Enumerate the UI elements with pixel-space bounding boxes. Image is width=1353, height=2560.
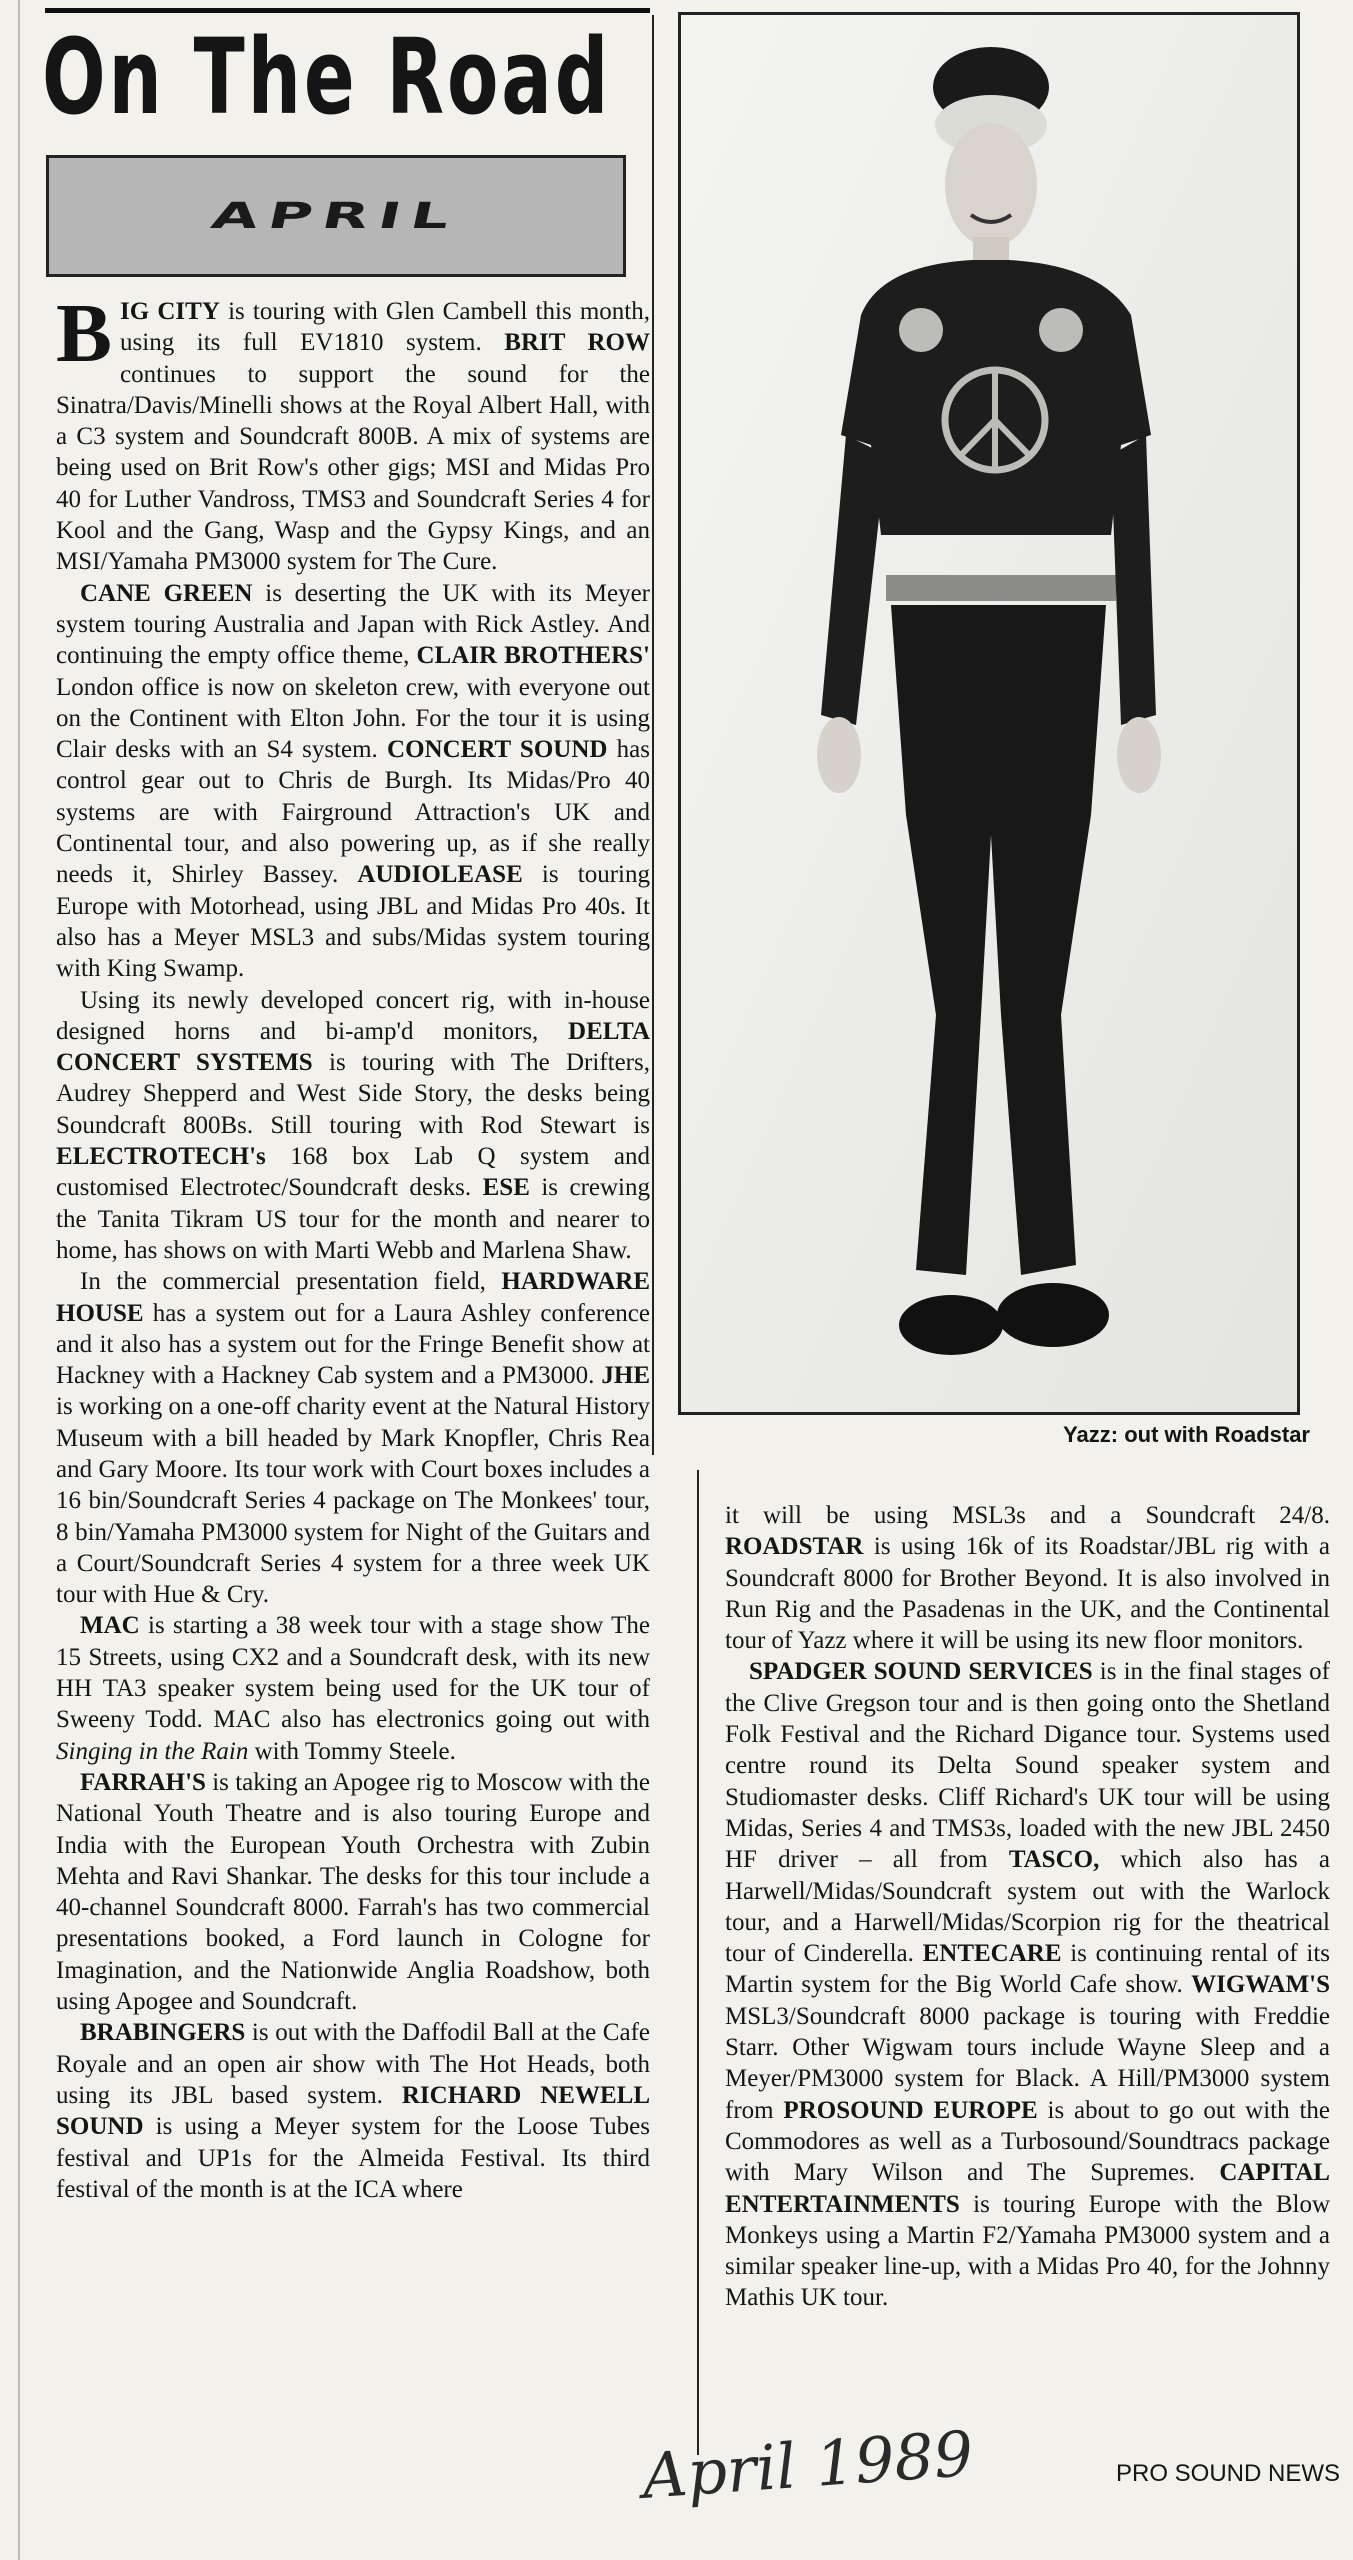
text-run: MSL3/Soundcraft 8000 package is touring with Freddie Starr. Other Wigwam tours include Wayne Sleep and a Meyer/PM3000 system for Black. A Hill/PM3000 system from (725, 2002, 1330, 2124)
column-divider-lower (697, 1470, 699, 2455)
article-column-right (725, 1500, 1330, 2314)
text-run: is taking an Apogee rig to Moscow with the National Youth Theatre and is also touring Europe and India with the European Youth Orchestra with Zubin Mehta and Ravi Shankar. The desks for this tour include a 40-channel Soundcraft 8000. Farrah's has two commercial presentations booked, a Ford launch in Cologne for Imagination, and the Nationwide Anglia Roadshow, both using Apogee and Soundcraft. (56, 1768, 650, 2016)
handwritten-date: April 1989 (640, 2416, 976, 2513)
company-name: ROADSTAR (725, 1533, 864, 1561)
text-run: continues to support the sound for the Sinatra/Davis/Minelli shows at the Royal Albert Hall, with a C3 system and Soundcraft 800B. A mix of systems are being used on Brit Row's other gigs; MSI and Midas Pro 40 for Luther Vandross, TMS3 and Soundcraft Series 4 for Kool and the Gang, Wasp and the Gypsy Kings, and an MSI/Yamaha PM3000 system for The Cure. (56, 360, 650, 576)
text-run: is about to go out with the Commodores as well as a Turbosound/Soundtracs package with Mary Wilson and The Supremes. (725, 2096, 1330, 2187)
text-run: London office is now on skeleton crew, with everyone out on the Continent with Elton John. For the tour it is using Clair desks with an S4 system. (56, 673, 650, 764)
company-name: CANE GREEN (80, 579, 253, 607)
text-run: is in the final stages of the Clive Gregson tour and is then going onto the Shetland Folk Festival and the Richard Digance tour. Systems used centre round its Delta Sound speaker system and Studiomaster desks. Cliff Richard's UK tour will be using Midas, Series 4 and TMS3s, loaded with the new JBL 2450 HF driver – all from (725, 1658, 1330, 1874)
company-name: MAC (80, 1612, 140, 1640)
company-name: WIGWAM'S (1191, 1971, 1330, 1999)
text-run: Using its newly developed concert rig, with in-house designed horns and bi-amp'd monitors, (56, 986, 650, 1045)
text-run: has control gear out to Chris de Burgh. Its Midas/Pro 40 systems are with Fairground Attraction's UK and Continental tour, and also powering up, as if she really needs it, Shirley Bassey. (56, 736, 651, 889)
company-name: CLAIR BROTHERS' (416, 642, 650, 670)
figure-photo (681, 15, 1297, 1412)
text-run: is out with the Daffodil Ball at the Cafe Royale and an open air show with The Hot Heads, both using its JBL based system. (56, 2019, 650, 2109)
text-run: is touring with The Drifters, Audrey Shepperd and West Side Story, the desks being Soundcraft 800Bs. Still touring with Rod Stewart is (56, 1049, 650, 1139)
top-rule (45, 8, 650, 13)
company-name: HARDWARE HOUSE (56, 1268, 650, 1327)
text-run: is continuing rental of its Martin system for the Big World Cafe show. (725, 1940, 1330, 1999)
article-paragraph (56, 287, 650, 578)
text-run: it will be using MSL3s and a Soundcraft 24/8. (725, 1502, 1330, 1529)
company-name: ELECTROTECH's (56, 1143, 266, 1171)
text-run: In the commercial presentation field, (80, 1268, 502, 1296)
text-run: has a system out for a Laura Ashley conference and it also has a system out for the Fringe Benefit show at Hackney with a Hackney Cab system and a PM3000. (56, 1299, 650, 1390)
article-paragraph (56, 578, 650, 985)
text-run: is deserting the UK with its Meyer system touring Australia and Japan with Rick Astley. And continuing the empty office theme, (56, 579, 650, 670)
text-run: is touring Europe with Motorhead, using JBL and Midas Pro 40s. It also has a Meyer MSL3 and subs/Midas system touring with King Swamp. (56, 861, 650, 983)
month-banner (46, 155, 626, 277)
company-name: IG CITY (120, 298, 220, 325)
text-run: is touring Europe with the Blow Monkeys using a Martin F2/Yamaha PM3000 system and a similar speaker line-up, with a Midas Pro 40, for the Johnny Mathis UK tour. (725, 2190, 1330, 2312)
text-run: 168 box Lab Q system and customised Electrotec/Soundcraft desks. (56, 1143, 650, 1202)
text-run: is touring with Glen Cambell this month, using its full EV1810 system. (120, 298, 650, 357)
article-paragraph (56, 1610, 650, 1766)
company-name: PROSOUND EUROPE (783, 2096, 1038, 2124)
company-name: CAPITAL ENTERTAINMENTS (725, 2159, 1330, 2218)
text-run: is crewing the Tanita Tikram US tour for the month and nearer to home, has shows on with Marti Webb and Marlena Shaw. (56, 1174, 650, 1264)
text-run: is starting a 38 week tour with a stage show The 15 Streets, using CX2 and a Soundcraft desk, with its new HH TA3 speaker system being used for the UK tour of Sweeny Todd. MAC also has electronics going out with (56, 1612, 650, 1734)
text-run: is working on a one-off charity event at the Natural History Museum with a bill headed by Mark Knopfler, Chris Rea and Gary Moore. Its tour work with Court boxes includes a 16 bin/Soundcraft Series 4 package on The Monkees' tour, 8 bin/Yamaha PM3000 system for Night of the Guitars and a Court/Soundcraft Series 4 system for a three week UK tour with Hue & Cry. (56, 1393, 650, 1609)
text-run: with Tommy Steele. (248, 1737, 456, 1765)
company-name: BRABINGERS (80, 2019, 246, 2047)
article-paragraph (56, 1767, 650, 2017)
article-paragraph (725, 1656, 1330, 2313)
company-name: TASCO, (1008, 1846, 1100, 1874)
company-name: ESE (482, 1174, 530, 1202)
photo-frame (678, 12, 1300, 1415)
drop-cap: B (56, 287, 113, 380)
text-run: is using 16k of its Roadstar/JBL rig with a Soundcraft 8000 for Brother Beyond. It is also involved in Run Rig and the Pasadenas in the UK, and the Continental tour of Yazz where it will be using its new floor monitors. (725, 1533, 1330, 1655)
company-name: RICHARD NEWELL SOUND (56, 2081, 650, 2141)
month-label: APRIL (207, 195, 465, 237)
article-paragraph (725, 1500, 1330, 1656)
company-name: BRIT ROW (504, 329, 650, 357)
company-name: SPADGER SOUND SERVICES (749, 1658, 1093, 1686)
photo-caption: Yazz: out with Roadstar (1063, 1422, 1310, 1447)
publication-name: PRO SOUND NEWS (1115, 2460, 1340, 2487)
page-title: On The Road (42, 16, 612, 138)
company-name: DELTA CONCERT SYSTEMS (56, 1017, 650, 1077)
company-name: FARRAH'S (80, 1768, 206, 1796)
company-name: AUDIOLEASE (357, 861, 523, 889)
company-name: ENTECARE (922, 1940, 1062, 1968)
article-column-left (56, 287, 651, 2205)
page-edge (18, 0, 20, 2560)
text-run: which also has a Harwell/Midas/Soundcraft system out with the Warlock tour, and a Harwell/Midas/Scorpion rig for the theatrical tour of Cinderella. (725, 1846, 1330, 1968)
text-run: is using a Meyer system for the Loose Tubes festival and UP1s for the Almeida Festival. Its third festival of the month is at the ICA where (56, 2113, 650, 2203)
company-name: JHE (601, 1362, 650, 1390)
column-divider (652, 15, 654, 1455)
article-paragraph (56, 1266, 650, 1610)
article-paragraph (56, 2017, 650, 2205)
company-name: CONCERT SOUND (387, 736, 608, 764)
article-paragraph (56, 985, 650, 1267)
text-run: Singing in the Rain (56, 1737, 249, 1765)
